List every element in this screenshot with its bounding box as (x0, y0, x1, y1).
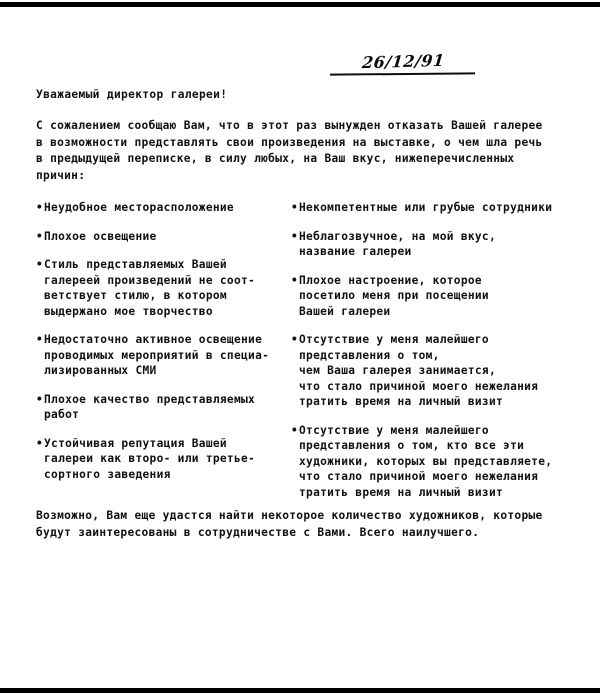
reason-line: Некомпетентные или грубые сотрудники (299, 201, 553, 214)
reason-line: Отсутствие у меня малейшего (299, 333, 489, 346)
reasons-column-right (291, 200, 581, 513)
bullet-icon: • (291, 201, 299, 214)
bullet-icon: • (36, 229, 44, 243)
reason-line: что стало причиной моего нежелания (299, 470, 539, 483)
bullet-icon: • (36, 436, 44, 450)
intro-line: С сожалением сообщаю Вам, что в этот раз вынужден отказать Вашей галерее (36, 119, 543, 132)
reason-line: работ (44, 408, 80, 421)
bullet-icon: • (36, 258, 44, 271)
reason-line: Недостаточно активное освещение (44, 333, 263, 346)
intro-line: причин: (36, 168, 86, 182)
closing-paragraph (36, 508, 576, 541)
scan-artifact-bar-top (0, 2, 600, 7)
reason-line: представления о том, кто все эти (299, 439, 525, 452)
reason-line: Плохое освещение (44, 229, 157, 243)
intro-line: в возможности представлять свои произведения на выставке, о чем шла речь (36, 135, 543, 149)
reason-item (36, 392, 284, 423)
reason-item (291, 423, 581, 501)
reason-line: название галереи (299, 245, 412, 258)
reason-line: сортного заведения (44, 467, 171, 481)
reason-line: тратить время на личный визит (299, 485, 504, 499)
reason-line: Неудобное месторасположение (44, 201, 234, 214)
scan-artifact-bar-bottom (0, 688, 600, 693)
date-block (330, 52, 475, 75)
reason-line: проводимых мероприятий в специа- (44, 348, 270, 362)
reason-item (36, 200, 284, 216)
reason-line: Плохое настроение, которое (299, 273, 482, 287)
closing-line: будут заинтересованы в сотрудничестве с Вами. Всего наилучшего. (36, 525, 480, 539)
reason-item (291, 200, 581, 216)
reason-line: ветствует стилю, в котором (44, 289, 227, 302)
reason-item (36, 436, 284, 483)
bullet-icon: • (291, 423, 299, 437)
intro-line: в предыдущей переписке, в силу любых, на Ваш вкус, нижеперечисленных (36, 152, 515, 165)
bullet-icon: • (291, 229, 299, 243)
reason-item (36, 332, 284, 379)
reason-line: Устойчивая репутация Вашей (44, 436, 227, 450)
reason-item (291, 332, 581, 410)
reason-line: Неблагозвучное, на мой вкус, (299, 229, 496, 243)
bullet-icon: • (291, 333, 299, 346)
closing-line: Возможно, Вам еще удастся найти некоторое количество художников, которые (36, 509, 543, 522)
reason-line: галереей произведений не соот- (44, 273, 256, 287)
reason-line: Вашей галереи (299, 304, 391, 318)
reason-line: что стало причиной моего нежелания (299, 379, 539, 393)
letter-greeting: Уважаемый директор галереи! (36, 88, 228, 101)
reason-line: галереи как второ- или третье- (44, 452, 256, 465)
reason-line: чем Ваша галерея занимается, (299, 364, 496, 377)
intro-paragraph (36, 118, 572, 184)
reason-line: выдержано мое творчество (44, 304, 213, 318)
reasons-column-left (36, 200, 284, 495)
reason-item (36, 257, 284, 319)
bullet-icon: • (36, 333, 44, 346)
reason-line: художники, которых вы представляете, (299, 454, 553, 468)
reason-line: лизированных СМИ (44, 364, 157, 377)
bullet-icon: • (36, 201, 44, 214)
reason-item (291, 229, 581, 260)
bullet-icon: • (36, 392, 44, 406)
reason-item (36, 229, 284, 245)
reason-line: тратить время на личный визит (299, 395, 504, 408)
reason-line: Стиль представляемых Вашей (44, 258, 227, 271)
reason-line: представления о том, (299, 348, 440, 362)
bullet-icon: • (291, 273, 299, 287)
date-rule-line (330, 72, 475, 75)
reason-item (291, 273, 581, 320)
handwritten-date: 26/12/91 (361, 50, 446, 73)
reason-line: Плохое качество представляемых (44, 392, 256, 406)
reason-line: Отсутствие у меня малейшего (299, 423, 489, 437)
reason-line: посетило меня при посещении (299, 289, 489, 302)
